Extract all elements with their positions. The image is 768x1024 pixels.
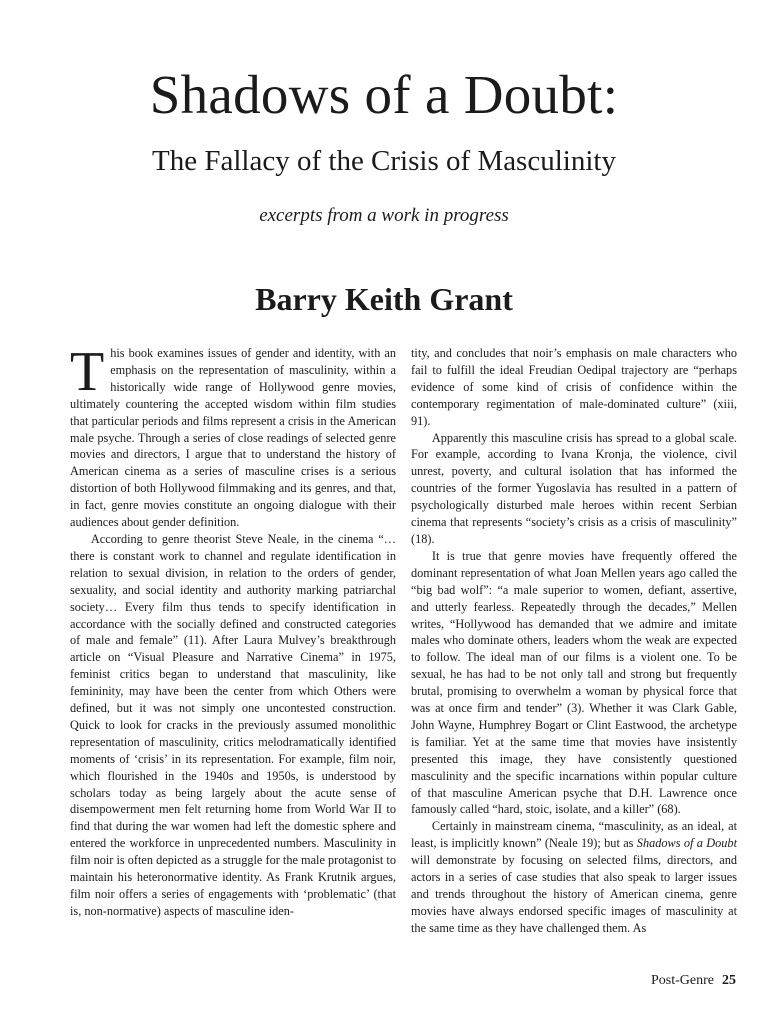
paragraph-mainstream-text-a: Certainly in mainstream cinema, “masculinity, as an ideal, at least, is implicitly known” (Neale 19); but as [411,819,737,851]
article-kicker: excerpts from a work in progress [259,205,509,226]
publication-name: Post-Genre [651,973,714,988]
paragraph-neale: According to genre theorist Steve Neale, in the cinema “…there is constant work to channel and regulate identification in relation to sexual division, in relation to the orders of gender, sexuality, and social identity and authority marking patriarchal society… Every film thus tends to specify identification in accordance with the socially defined and constructed categories of male and female” (11). After Laura Mulvey’s breakthrough article on “Visual Pleasure and Narrative Cinema” in 1975, feminist critics began to understand that masculinity, like femininity, may have been the center from which Others were defined, but it was not simply one uncontested construction. Quick to look for cracks in the previously assumed monolithic representation of masculinity, critics melodramatically identified moments of ‘crisis’ in its representation. For example, film noir, which flourished in the 1940s and 1950s, is understood by scholars today as being largely about the acute sense of disempowerment men felt returning home from World War II to find that during the war women had left the domestic sphere and entered the workforce in unprecedented numbers. Masculinity in film noir is often depicted as a struggle for the male protagonist to maintain his heteronormative identity. As Frank Krutnik argues, film noir offers a series of engagements with ‘problematic’ (that is, non-normative) aspects of masculine iden- [70,531,396,918]
right-column [411,345,737,937]
article-title: Shadows of a Doubt: [149,64,619,125]
paragraph-intro [70,341,396,531]
paragraph-mellen: It is true that genre movies have frequently offered the dominant representation of what Joan Mellen years ago called the “big bad wolf”: “a male superior to women, defiant, assertive, and utterly fearless. Repeatedly through the decades,” Mellen writes, “Hollywood has demanded that we admire and imitate males who dominate others, leaders whom the weak are expected to follow. The ideal man of our films is a violent one. To be sexual, he has had to be not only tall and strong but frequently brutal, promising to overwhelm a woman by physical force that was at once firm and tender” (3). Whether it was Clark Gable, John Wayne, Humphrey Bogart or Clint Eastwood, the archetype is familiar. Yet at the same time that movies have insistently presented this image, they have consistently questioned masculinity and the specific incarnations within popular culture of that masculine American psyche that D.H. Lawrence once famously called “hard, stoic, isolate, and a killer” (68). [411,548,737,817]
drop-cap: T [70,341,105,403]
page-number: 25 [722,973,736,988]
left-column [70,341,396,920]
paragraph-mainstream-text-b: will demonstrate by focusing on selected films, directors, and actors in a series of case studies that also speak to larger issues and trends throughout the history of American cinema, genre movies have always endorsed specific images of masculinity at the same time as they have challenged them. As [411,853,737,935]
author-name: Barry Keith Grant [255,281,513,317]
book-title-italic: Shadows of a Doubt [636,836,737,851]
paragraph-intro-text: his book examines issues of gender and identity, with an emphasis on the representation of masculinity, within a historically wide range of Hollywood genre movies, ultimately countering the accepted wisdom within film studies that particular periods and films represent a crisis in the American male psyche. Through a series of close readings of selected genre movies and directors, I argue that to understand the history of American cinema as a series of masculine crises is a serious distortion of both Hollywood filmmaking and its genres, and that, in fact, genre movies constitute an ongoing dialogue with their audiences about gender definition. [70,346,396,530]
paragraph-global-crisis: Apparently this masculine crisis has spread to a global scale. For example, according to Ivana Kronja, the violence, civil unrest, poverty, and cultural isolation that has informed the countries of the former Yugoslavia has resulted in a pattern of psychologically disturbed male heroes within recent Serbian cinema that represents “society’s crisis as a crisis of masculinity” (18). [411,430,737,546]
page-footer [651,972,736,990]
paragraph-mainstream [411,818,737,936]
paragraph-continued: tity, and concludes that noir’s emphasis on male characters who fail to fulfill the ideal Freudian Oedipal trajectory are “perhaps evidence of some kind of crisis of confidence within the contemporary regimentation of male-dominated culture” (xiii, 91). [411,346,737,428]
article-subtitle: The Fallacy of the Crisis of Masculinity [152,145,616,177]
